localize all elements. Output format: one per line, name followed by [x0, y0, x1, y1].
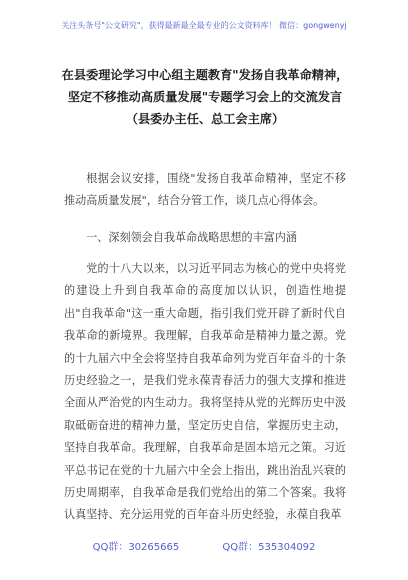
section-heading: 一、深刻领会自我革命战略思想的丰富内涵 — [86, 231, 297, 244]
document-title: 在县委理论学习中心组主题教育"发扬自我革命精神，坚定不移推动高质量发展"专题学习会上的交流发言（县委办主任、总工会主席） — [61, 68, 349, 126]
qq-group-1: QQ群：30265665 — [92, 542, 180, 553]
intro-paragraph: 根据会议安排，围绕"发扬自我革命精神，坚定不移推动高质量发展"，结合分管工作，谈几点心得体会。 — [64, 172, 346, 208]
qq-group-2: QQ群：535304092 — [222, 542, 316, 553]
page-footer — [0, 538, 408, 553]
page-header: 关注头条号"公文研究"，获得最新最全最专业的公文资料库！ 微信：gongwenyj — [61, 21, 347, 30]
body-paragraph: 党的十八大以来，以习近平同志为核心的党中央将党的建设上升到自我革命的高度加以认识，创造性地提出"自我革命"这一重大命题，指引我们党开辟了新时代自我革命的新境界。我理解，自我革命是精神力量之源。党的十九届六中全会将坚持自我革命列为党百年奋斗的十条历史经验之一，是我们党永葆青春活力的强大支撑和推进全面从严治党的内生动力。我将坚持从党的光辉历史中汲取砥砺奋进的精神力量，坚定历史自信，掌握历史主动，坚持自我革命。我理解，自我革命是固本培元之策。习近平总书记在党的十九届六中全会上指出，跳出治乱兴衰的历史周期率，自我革命是我们党给出的第二个答案。我将认真坚持、充分运用党的百年奋斗历史经验，永葆自我革 — [64, 262, 346, 522]
